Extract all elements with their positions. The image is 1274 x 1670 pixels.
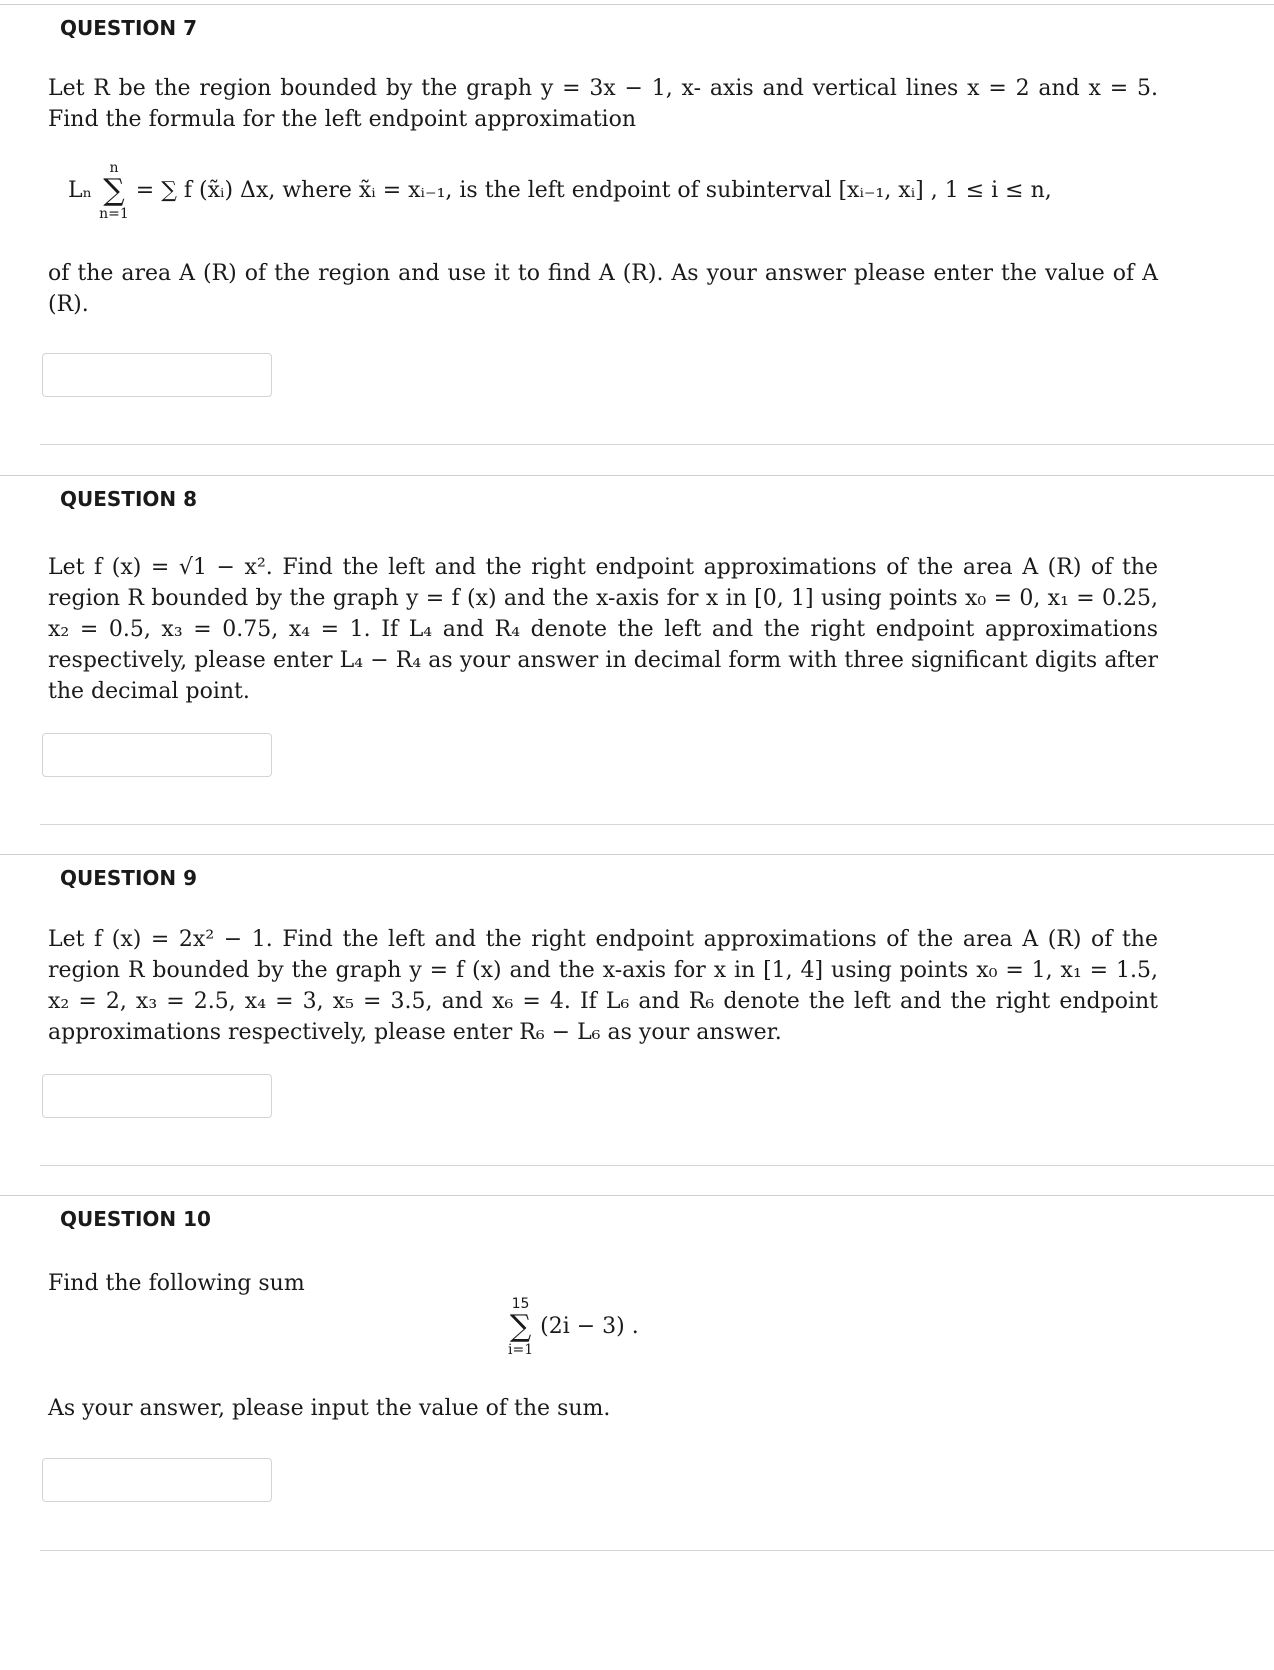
question-7-title: QUESTION 7 xyxy=(60,16,198,40)
question-10-title: QUESTION 10 xyxy=(60,1207,211,1231)
question-10-text: Find the following sum xyxy=(48,1271,305,1296)
question-7-text-continued: of the area A (R) of the region and use it to find A (R). As your answer please enter the value of A (R). xyxy=(48,261,1158,317)
sum-upper-limit: n xyxy=(109,160,119,176)
question-divider xyxy=(0,854,1274,855)
summation-symbol: 15 ∑ i=1 xyxy=(508,1296,534,1358)
question-7-text: Let R be the region bounded by the graph y = 3x − 1, x- axis and vertical lines x = 2 and x = 5. Find the formula for the left endpoint approximation xyxy=(48,76,1158,132)
question-divider xyxy=(40,1550,1274,1551)
question-10-text-continued: As your answer, please input the value of the sum. xyxy=(48,1396,611,1421)
question-divider xyxy=(40,824,1274,825)
formula-lhs: Lₙ xyxy=(68,178,93,203)
summation-symbol: n ∑ n=1 xyxy=(99,160,129,222)
sum-term: (2i − 3) . xyxy=(540,1314,639,1339)
question-10-sum xyxy=(508,1296,639,1358)
question-9-text: Let f (x) = 2x² − 1. Find the left and the right endpoint approximations of the area A (R) of the region R bounded by the graph y = f (x) and the x-axis for x in [1, 4] using points x₀ = 1, x₁ = 1.5, x₂ = 2, x₃ = 2.5, x₄ = 3, x₅ = 3.5, and x₆ = 4. If L₆ and R₆ denote the left and the right endpoint approximations respectively, please enter R₆ − L₆ as your answer. xyxy=(48,927,1158,1045)
question-7-answer-input[interactable] xyxy=(42,353,272,397)
question-8-text: Let f (x) = √1 − x². Find the left and the right endpoint approximations of the area A (R) of the region R bounded by the graph y = f (x) and the x-axis for x in [0, 1] using points x₀ = 0, x₁ = 0.25, x₂ = 0.5, x₃ = 0.75, x₄ = 1. If L₄ and R₄ denote the left and the right endpoint approximations respectively, please enter L₄ − R₄ as your answer in decimal form with three significant digits after the decimal point. xyxy=(48,555,1158,704)
question-divider xyxy=(40,444,1274,445)
question-9-title: QUESTION 9 xyxy=(60,866,198,890)
formula-body: = ∑ f (x̃ᵢ) Δx, where x̃ᵢ = xᵢ₋₁, is the left endpoint of subinterval [xᵢ₋₁, xᵢ] , 1 ≤ i ≤ n, xyxy=(135,178,1052,203)
question-8-title: QUESTION 8 xyxy=(60,487,198,511)
question-divider xyxy=(40,1165,1274,1166)
question-divider xyxy=(0,1195,1274,1196)
question-9-answer-input[interactable] xyxy=(42,1074,272,1118)
sum-lower-limit: n=1 xyxy=(99,206,129,222)
sum-lower-limit: i=1 xyxy=(508,1342,534,1358)
question-divider xyxy=(0,475,1274,476)
question-divider xyxy=(0,4,1274,5)
question-8-answer-input[interactable] xyxy=(42,733,272,777)
sum-upper-limit: 15 xyxy=(511,1296,530,1312)
question-10-answer-input[interactable] xyxy=(42,1458,272,1502)
question-7-formula xyxy=(68,160,1052,222)
